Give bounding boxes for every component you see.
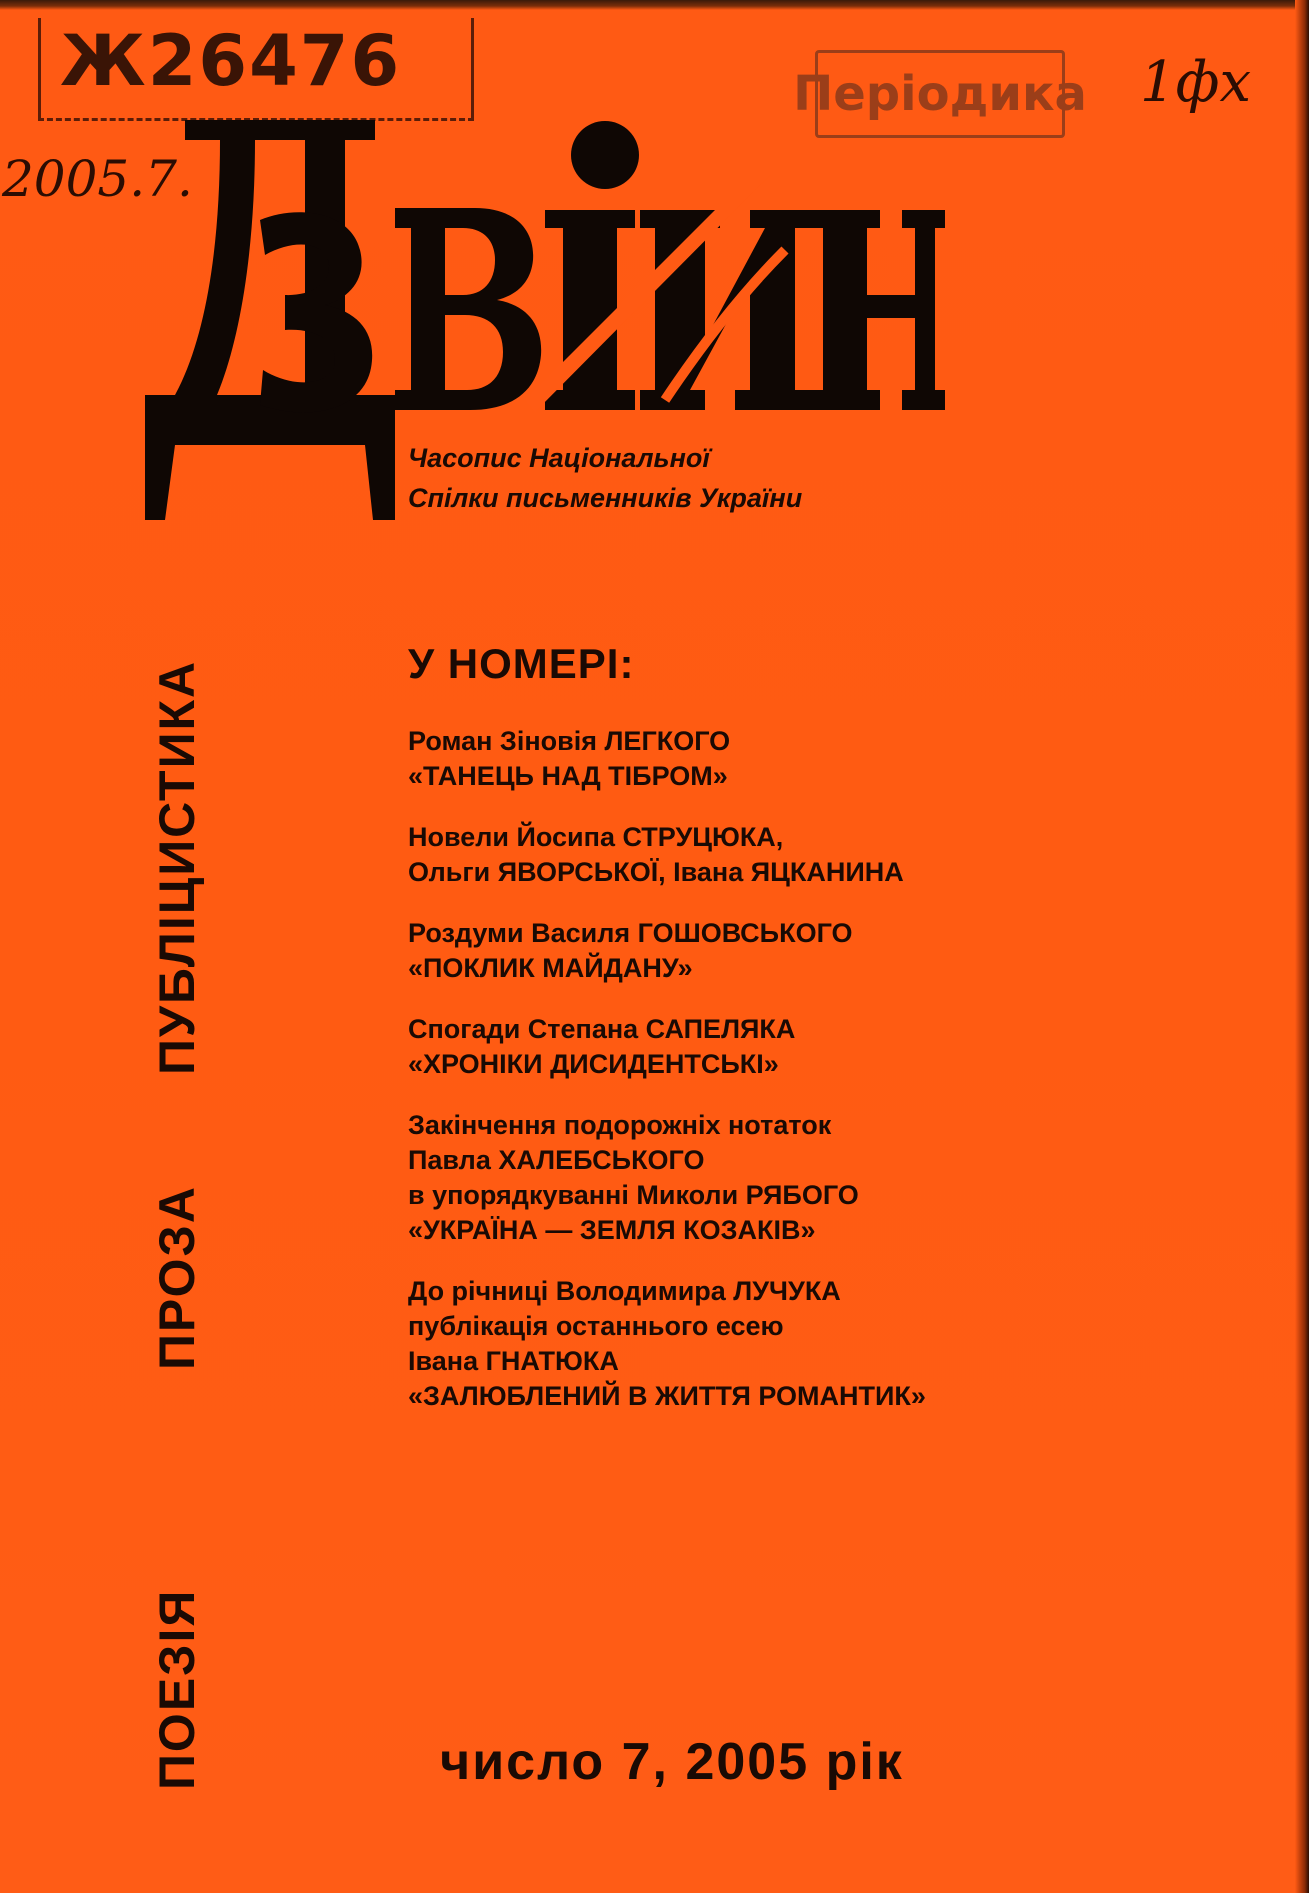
contents-item bbox=[408, 1012, 1288, 1082]
subtitle-line: Спілки письменників України bbox=[408, 483, 803, 513]
issue-contents bbox=[408, 640, 1288, 1440]
genre-strip bbox=[148, 550, 205, 1790]
contents-item bbox=[408, 820, 1288, 890]
item-line: «УКРАЇНА — ЗЕМЛЯ КОЗАКІВ» bbox=[408, 1215, 816, 1245]
item-line: «ЗАЛЮБЛЕНИЙ В ЖИТТЯ РОМАНТИК» bbox=[408, 1381, 926, 1411]
item-line: публікація останнього есею bbox=[408, 1311, 784, 1341]
item-line: в упорядкуванні Миколи РЯБОГО bbox=[408, 1180, 859, 1210]
contents-item bbox=[408, 916, 1288, 986]
department-stamp: Періодика bbox=[815, 50, 1065, 138]
item-line: «ТАНЕЦЬ НАД ТІБРОМ» bbox=[408, 761, 728, 791]
genre-prose: ПРОЗА bbox=[149, 1185, 205, 1370]
magazine-subtitle bbox=[408, 438, 802, 518]
item-line: До річниці Володимира ЛУЧУКА bbox=[408, 1276, 841, 1306]
item-line: Івана ГНАТЮКА bbox=[408, 1346, 619, 1376]
subtitle-line: Часопис Національної bbox=[408, 443, 710, 473]
item-line: Спогади Степана САПЕЛЯКА bbox=[408, 1014, 796, 1044]
contents-item bbox=[408, 724, 1288, 794]
genre-journalism: ПУБЛІЦИСТИКА bbox=[149, 659, 205, 1075]
contents-item bbox=[408, 1108, 1288, 1248]
handwritten-code: 1фх bbox=[1140, 50, 1252, 115]
inventory-number: Ж26476 bbox=[60, 20, 402, 102]
item-line: Закінчення подорожніх нотаток bbox=[408, 1110, 832, 1140]
item-line: Ольги ЯВОРСЬКОЇ, Івана ЯЦКАНИНА bbox=[408, 857, 904, 887]
genre-poetry: ПОЕЗІЯ bbox=[149, 1588, 205, 1790]
item-line: Павла ХАЛЕБСЬКОГО bbox=[408, 1145, 705, 1175]
handwritten-year: 2005.7. bbox=[2, 150, 193, 208]
item-line: Роздуми Василя ГОШОВСЬКОГО bbox=[408, 918, 853, 948]
item-line: «ХРОНІКИ ДИСИДЕНТСЬКІ» bbox=[408, 1049, 779, 1079]
scan-edge-top bbox=[0, 0, 1309, 10]
scan-edge-right bbox=[1295, 0, 1309, 1893]
issue-number: число 7, 2005 рік bbox=[440, 1733, 904, 1791]
contents-heading: У НОМЕРІ: bbox=[408, 640, 635, 687]
item-line: «ПОКЛИК МАЙДАНУ» bbox=[408, 953, 693, 983]
item-line: Роман Зіновія ЛЕГКОГО bbox=[408, 726, 731, 756]
item-line: Новели Йосипа СТРУЦЮКА, bbox=[408, 822, 784, 852]
contents-item bbox=[408, 1274, 1288, 1414]
